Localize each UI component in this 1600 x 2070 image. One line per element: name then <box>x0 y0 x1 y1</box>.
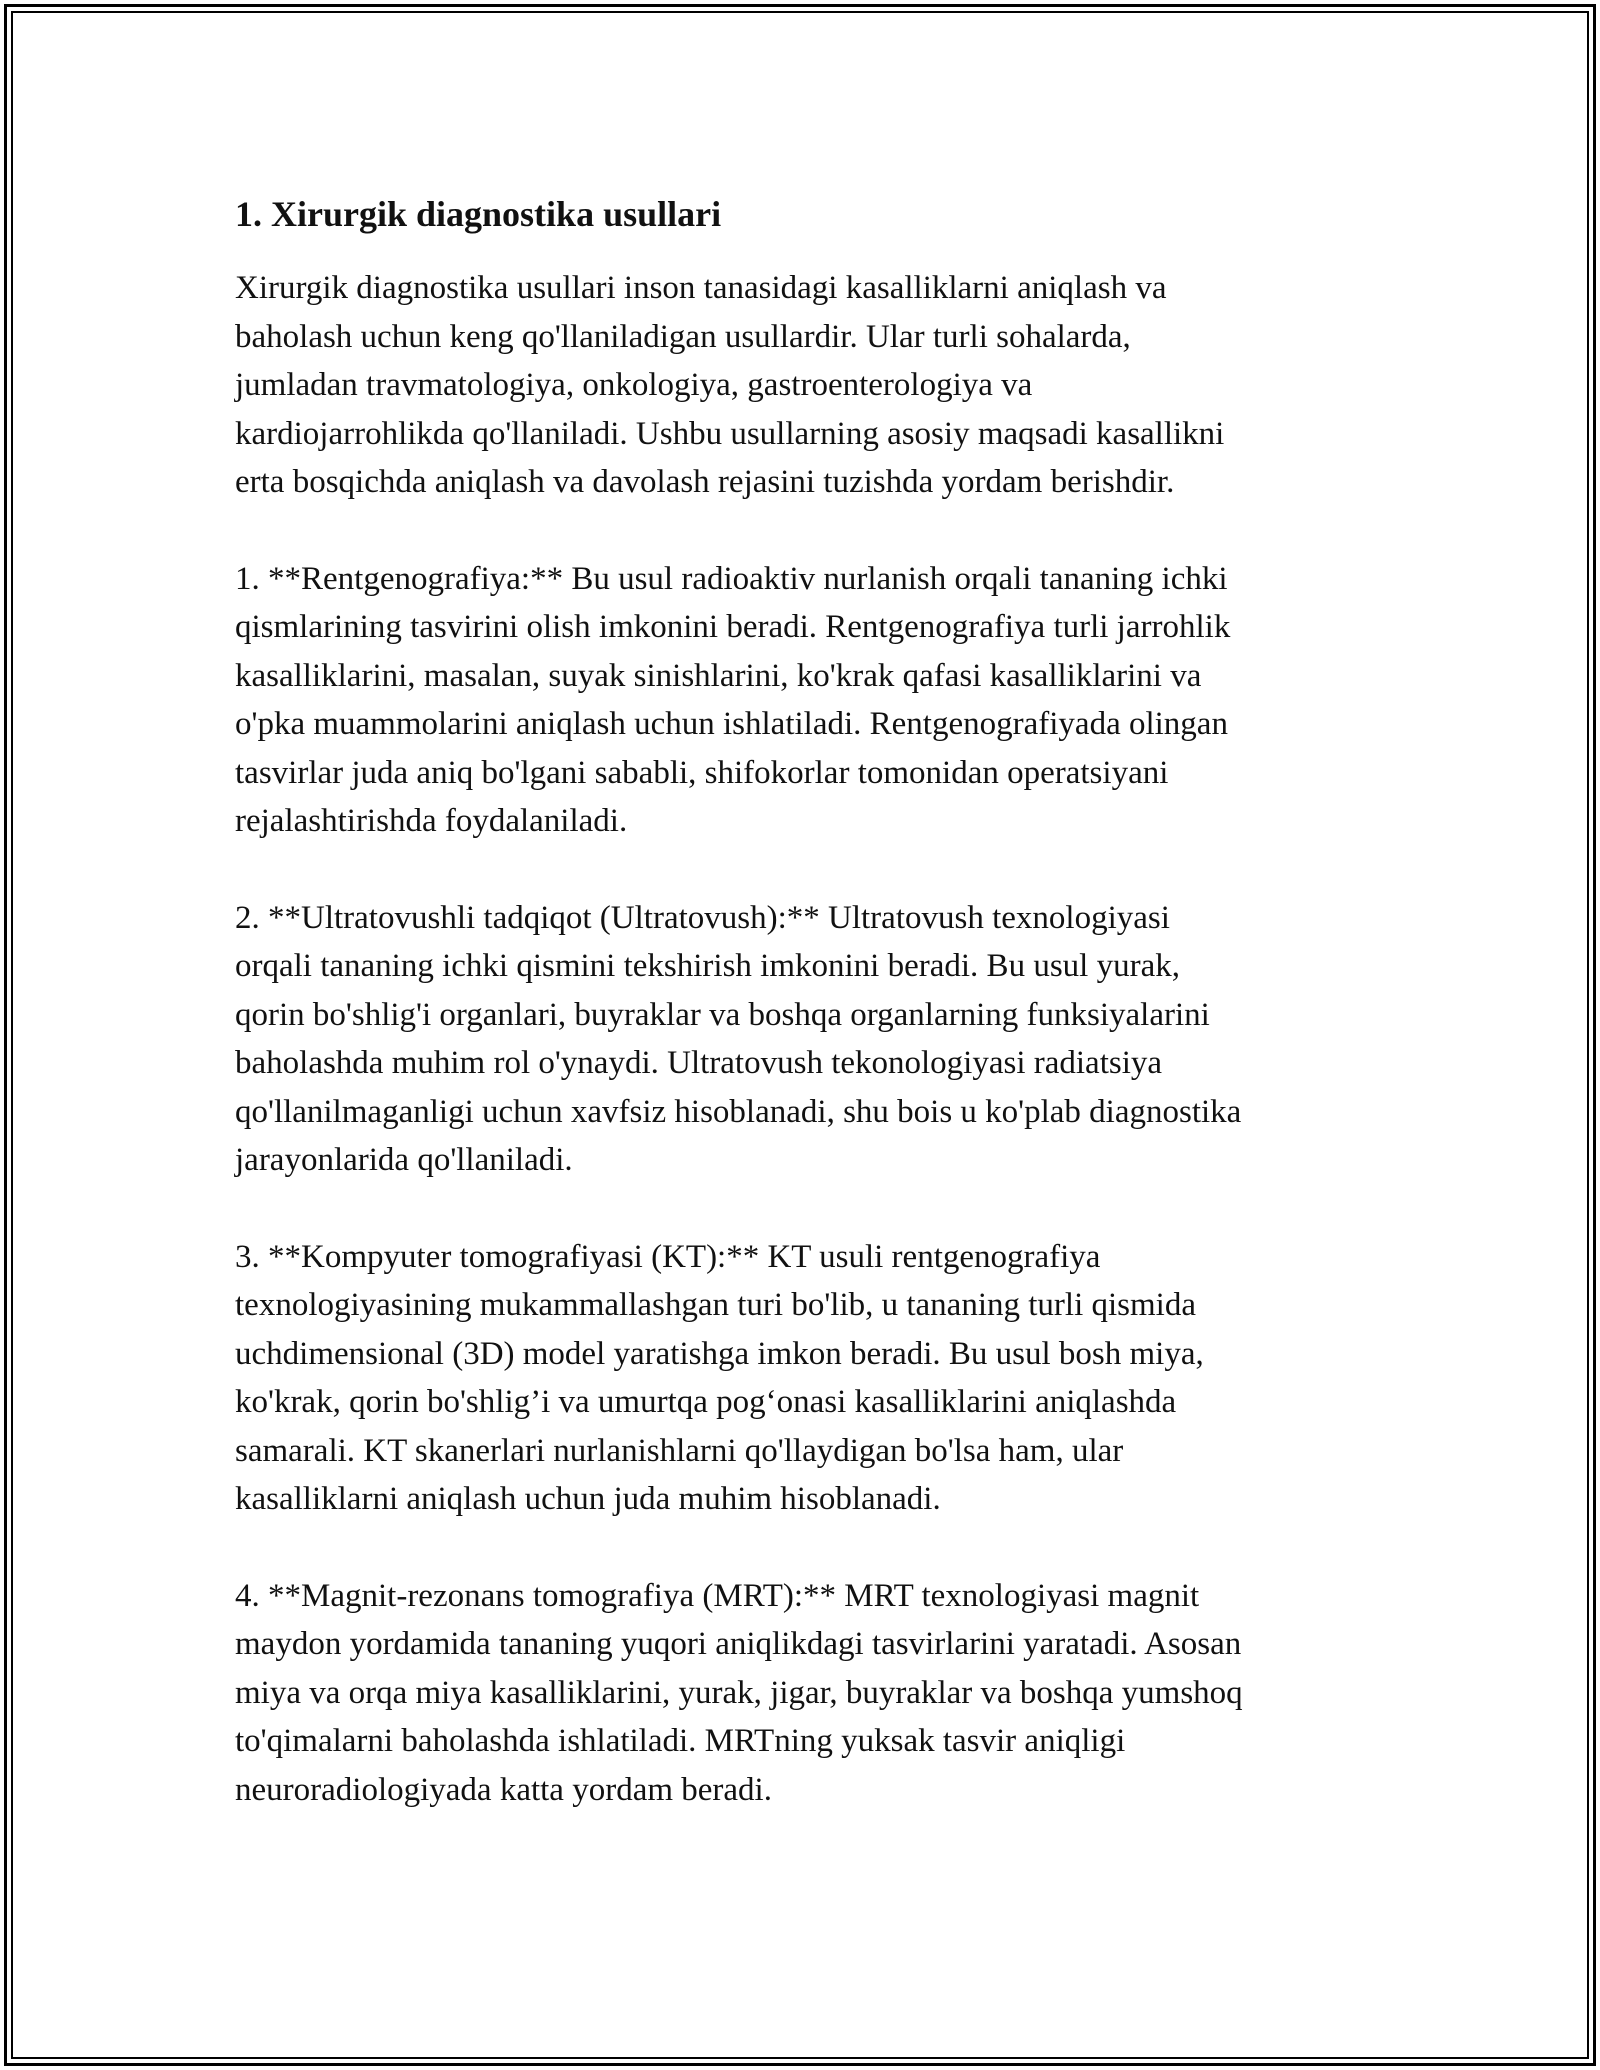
text-line: 4. **Magnit-rezonans tomografiya (MRT):** MRT texnologiyasi magnit <box>235 1577 1200 1614</box>
text-line: rejalashtirishda foydalaniladi. <box>235 803 628 839</box>
text-line: Xirurgik diagnostika usullari inson tanasidagi kasalliklarni aniqlash va <box>235 270 1167 306</box>
text-line: orqali tananing ichki qismini tekshirish imkonini beradi. Bu usul yurak, <box>235 948 1180 984</box>
text-line: maydon yordamida tananing yuqori aniqlikdagi tasvirlarini yaratadi. Asosan <box>235 1626 1242 1662</box>
text-line: tasvirlar juda aniq bo'lgani sababli, shifokorlar tomonidan operatsiyani <box>235 754 1169 791</box>
text-line: kasalliklarini, masalan, suyak sinishlarini, ko'krak qafasi kasalliklarini va <box>235 657 1202 694</box>
paragraph-intro <box>235 264 1375 507</box>
paragraph-kompyuter-tomografiya <box>235 1233 1375 1524</box>
text-line: 3. **Kompyuter tomografiyasi (KT):** KT usuli rentgenografiya <box>235 1238 1101 1275</box>
text-line: qorin bo'shlig'i organlari, buyraklar va boshqa organlarning funksiyalarini <box>235 996 1210 1033</box>
text-line: texnologiyasining mukammallashgan turi bo'lib, u tananing turli qismida <box>235 1287 1196 1323</box>
paragraph-ultratovush <box>235 894 1375 1185</box>
document-body <box>235 186 1375 1862</box>
text-line: erta bosqichda aniqlash va davolash rejasini tuzishda yordam berishdir. <box>235 464 1175 500</box>
text-line: baholash uchun keng qo'llaniladigan usullardir. Ular turli sohalarda, <box>235 318 1131 355</box>
section-heading: 1. Xirurgik diagnostika usullari <box>235 194 722 234</box>
text-line: 1. **Rentgenografiya:** Bu usul radioaktiv nurlanish orqali tananing ichki <box>235 560 1228 597</box>
paragraph-mrt <box>235 1572 1375 1815</box>
text-line: neuroradiologiyada katta yordam beradi. <box>235 1771 772 1808</box>
text-line: baholashda muhim rol o'ynaydi. Ultratovush tekonologiyasi radiatsiya <box>235 1045 1163 1081</box>
text-line: samarali. KT skanerlari nurlanishlarni qo'llaydigan bo'lsa ham, ular <box>235 1432 1124 1469</box>
text-line: 2. **Ultratovushli tadqiqot (Ultratovush):** Ultratovush texnologiyasi <box>235 899 1170 936</box>
text-line: ko'krak, qorin bo'shlig’i va umurtqa pog‘onasi kasalliklarini aniqlashda <box>235 1384 1177 1420</box>
text-line: kardiojarrohlikda qo'llaniladi. Ushbu usullarning asosiy maqsadi kasallikni <box>235 415 1225 452</box>
text-line: qo'llanilmaganligi uchun xavfsiz hisoblanadi, shu bois u ko'plab diagnostika <box>235 1093 1242 1130</box>
text-line: miya va orqa miya kasalliklarini, yurak, jigar, buyraklar va boshqa yumshoq <box>235 1674 1243 1711</box>
paragraph-rentgenografiya <box>235 555 1375 846</box>
text-line: jarayonlarida qo'llaniladi. <box>235 1142 573 1178</box>
text-line: qismlarining tasvirini olish imkonini beradi. Rentgenografiya turli jarrohlik <box>235 609 1231 645</box>
text-line: uchdimensional (3D) model yaratishga imkon beradi. Bu usul bosh miya, <box>235 1335 1204 1372</box>
text-line: jumladan travmatologiya, onkologiya, gastroenterologiya va <box>235 367 1033 403</box>
text-line: o'pka muammolarini aniqlash uchun ishlatiladi. Rentgenografiyada olingan <box>235 706 1228 742</box>
text-line: to'qimalarni baholashda ishlatiladi. MRTning yuksak tasvir aniqligi <box>235 1723 1126 1759</box>
text-line: kasalliklarni aniqlash uchun juda muhim hisoblanadi. <box>235 1481 941 1517</box>
